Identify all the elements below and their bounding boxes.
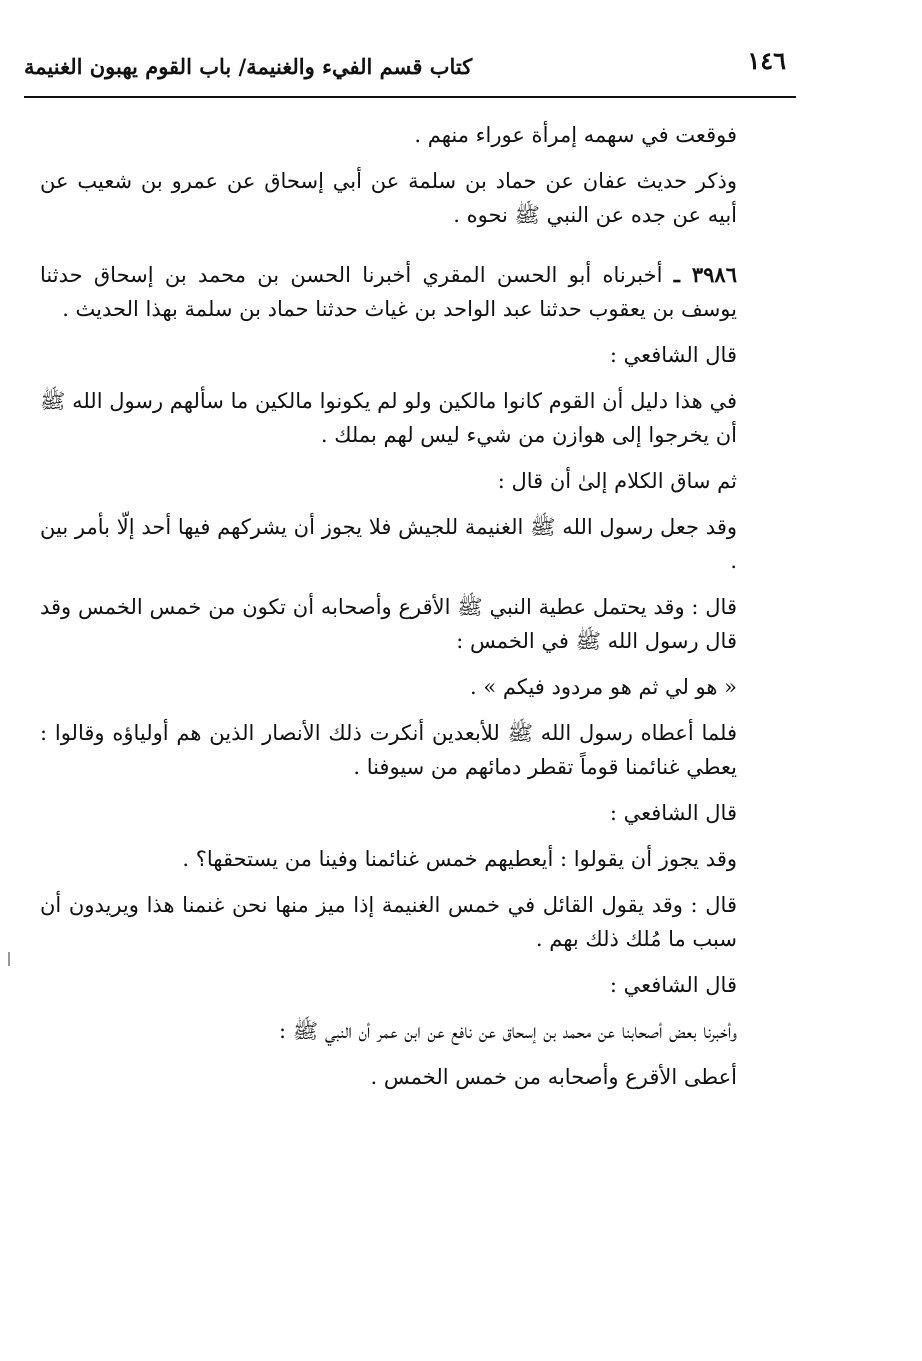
paragraph [40, 716, 795, 784]
paragraph-text: فلما أعطاه رسول الله ﷺ للأبعدين أنكرت ذلك الأنصار الذين هم أولياؤه وقالوا : يعطي غنائمنا قوماً تقطر دمائهم من سيوفنا . [40, 721, 737, 779]
paragraph-text: قال الشافعي : [609, 973, 737, 997]
paragraph-text: قال الشافعي : [609, 343, 737, 367]
paragraph [40, 1014, 795, 1048]
paragraph [40, 1060, 795, 1094]
paragraph [40, 464, 795, 498]
paragraph [40, 590, 795, 658]
paragraph-text: فوقعت في سهمه إمرأة عوراء منهم . [414, 123, 737, 147]
page-header [24, 40, 796, 96]
body-text [40, 118, 795, 1106]
paragraph-text: أعطى الأقرع وأصحابه من خمس الخمس . [370, 1065, 737, 1089]
page-number: ١٤٦ [747, 46, 786, 75]
running-title: كتاب قسم الفيء والغنيمة/ باب القوم يهبون الغنيمة [24, 54, 473, 79]
paragraph-text: وأخبرنا بعض أصحابنا عن محمد بن إسحاق عن نافع عن ابن عمر أن النبي ﷺ : [279, 1019, 737, 1043]
paragraph-text: أخبرناه أبو الحسن المقري أخبرنا الحسن بن محمد بن إسحاق حدثنا يوسف بن يعقوب حدثنا عبد الواحد بن غياث حدثنا حماد بن سلمة بهذا الحديث . [40, 263, 737, 321]
paragraph-text: ثم ساق الكلام إلىٰ أن قال : [497, 469, 737, 493]
paragraph [40, 888, 795, 956]
paragraph [40, 118, 795, 152]
paragraph-text: وقد يجوز أن يقولوا : أيعطيهم خمس غنائمنا وفينا من يستحقها؟ . [182, 847, 737, 871]
paragraph-text: وذكر حديث عفان عن حماد بن سلمة عن أبي إسحاق عن عمرو بن شعيب عن أبيه عن جده عن النبي ﷺ نحوه . [40, 169, 737, 227]
paragraph [40, 842, 795, 876]
paragraph-text: قال : وقد يحتمل عطية النبي ﷺ الأقرع وأصحابه أن تكون من خمس الخمس وقد قال رسول الله ﷺ في الخمس : [40, 595, 737, 653]
hadith-number: ٣٩٨٦ ـ [673, 262, 737, 287]
paragraph [40, 796, 795, 830]
paragraph-text: وقد جعل رسول الله ﷺ الغنيمة للجيش فلا يجوز أن يشركهم فيها أحد إلّا بأمر بين . [40, 515, 737, 573]
paragraph [40, 164, 795, 232]
paragraph-text: قال : وقد يقول القائل في خمس الغنيمة إذا ميز منها نحن غنمنا هذا ويريدون أن سبب ما مُلك ذلك بهم . [40, 893, 737, 951]
hadith-paragraph [40, 258, 795, 326]
paragraph-text: قال الشافعي : [609, 801, 737, 825]
paragraph [40, 384, 795, 452]
scan-mark [8, 952, 10, 966]
paragraph-text: في هذا دليل أن القوم كانوا مالكين ولو لم يكونوا مالكين ما سألهم رسول الله ﷺ أن يخرجوا إلى هوازن من شيء ليس لهم بملك . [40, 389, 737, 447]
paragraph [40, 670, 795, 704]
header-rule [24, 96, 796, 98]
paragraph [40, 968, 795, 1002]
paragraph-text: « هو لي ثم هو مردود فيكم » . [470, 675, 737, 699]
paragraph [40, 510, 795, 578]
paragraph [40, 338, 795, 372]
